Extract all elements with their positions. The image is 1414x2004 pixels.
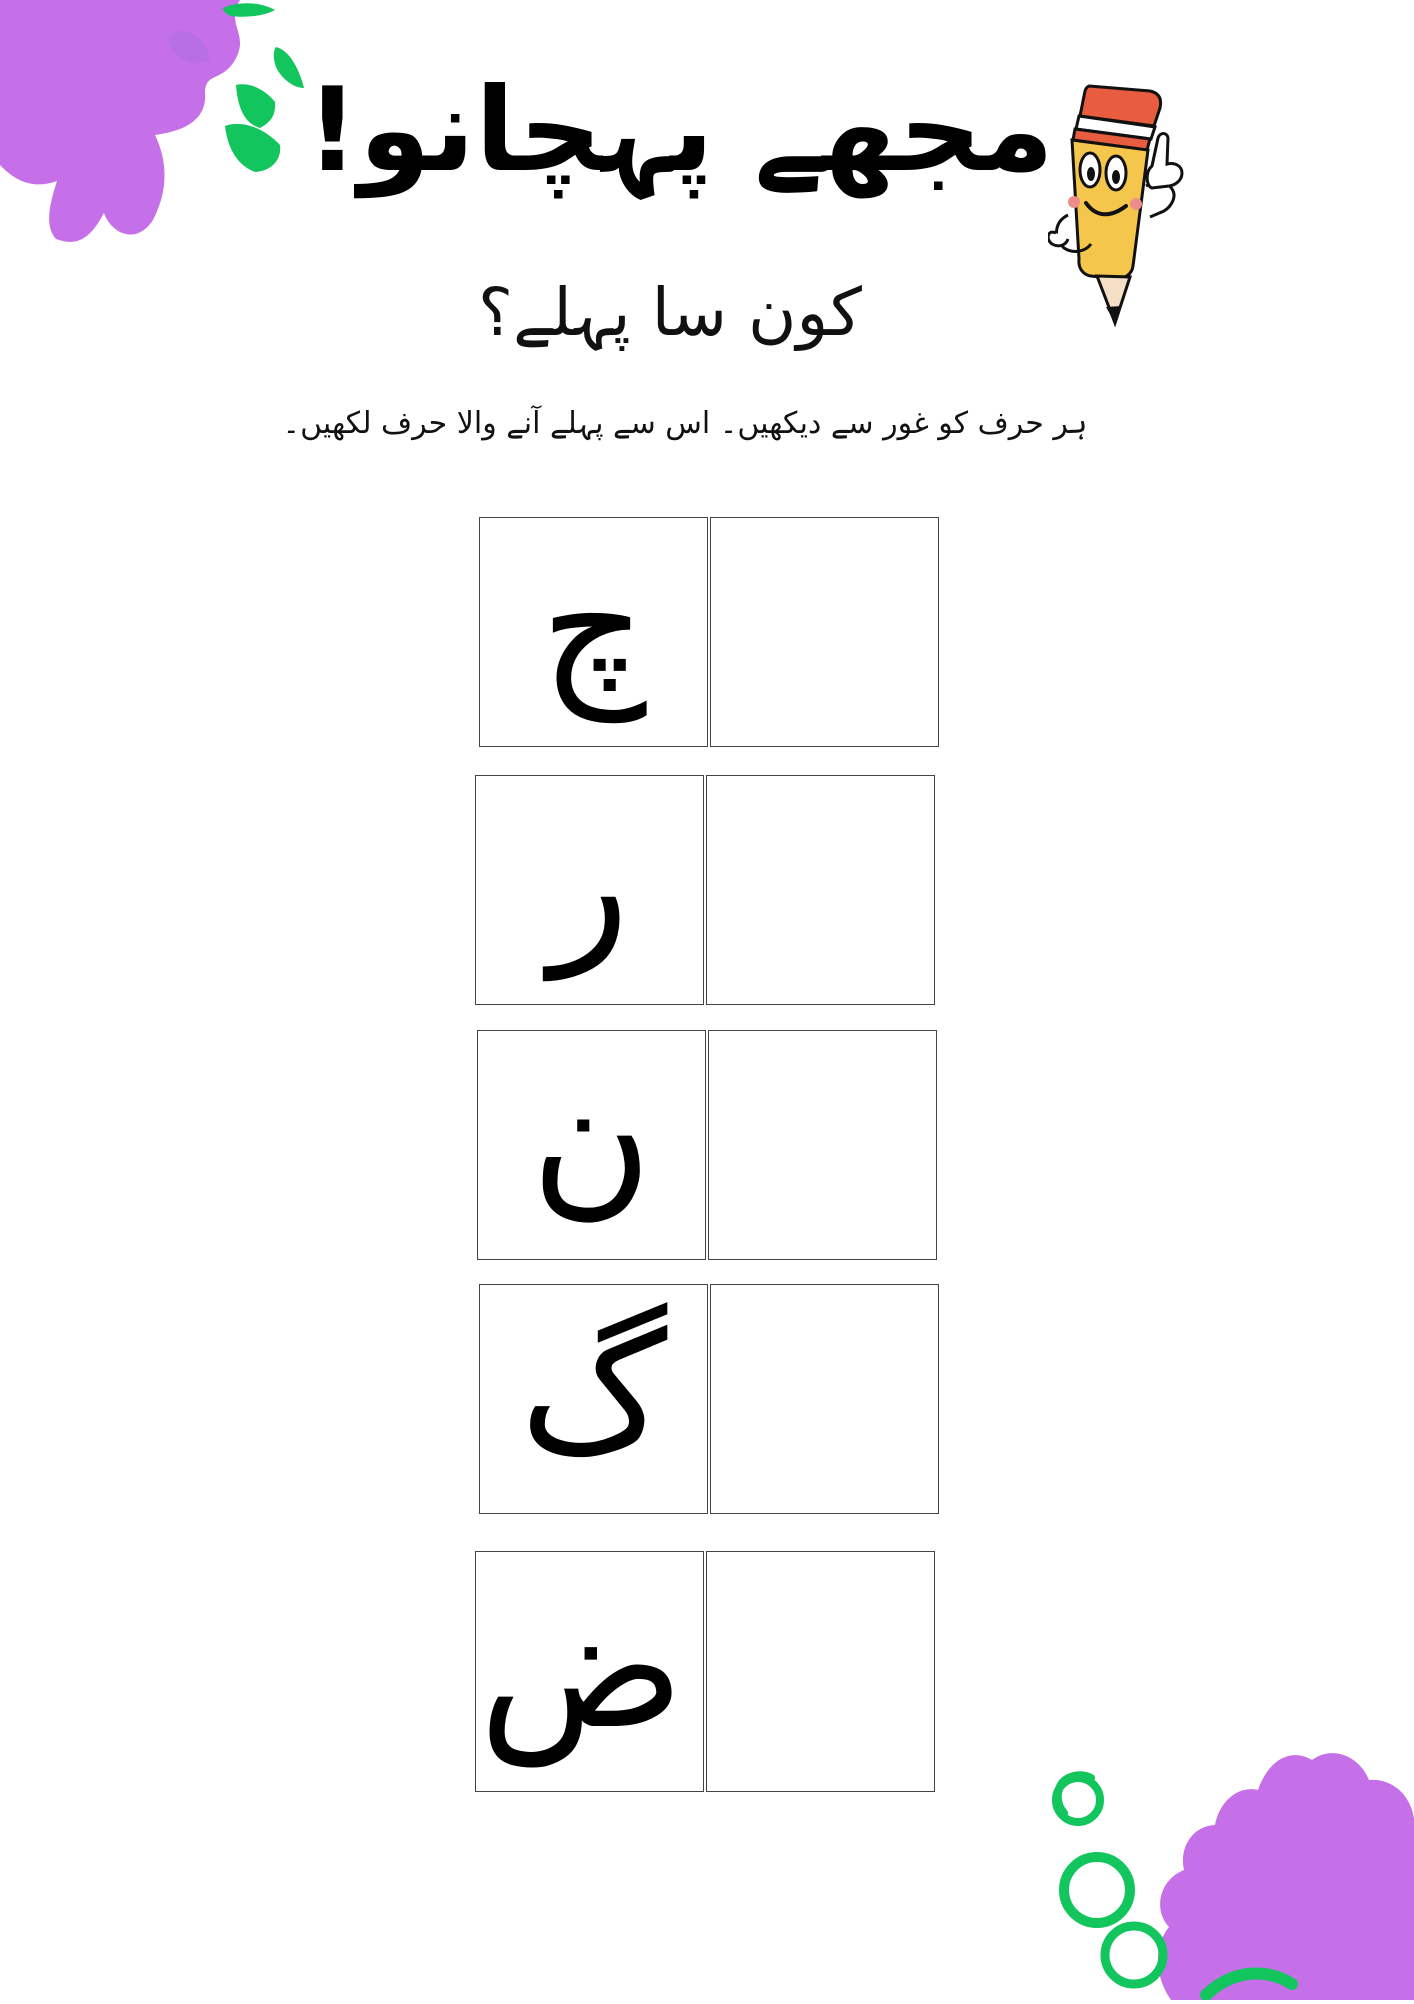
urdu-letter: گ bbox=[519, 1296, 668, 1489]
letter-box bbox=[475, 1551, 704, 1792]
letter-box bbox=[479, 517, 708, 747]
bottom-right-paint-splash-icon bbox=[1044, 1740, 1414, 2000]
letter-box bbox=[475, 775, 704, 1005]
letter-box bbox=[479, 1284, 708, 1514]
worksheet-row bbox=[475, 775, 935, 1005]
answer-box[interactable] bbox=[710, 517, 939, 747]
page-subtitle: کون سا پہلے؟ bbox=[478, 274, 862, 351]
answer-box[interactable] bbox=[710, 1284, 939, 1514]
answer-box[interactable] bbox=[708, 1030, 937, 1260]
worksheet-row bbox=[479, 1284, 939, 1514]
worksheet-row bbox=[475, 1551, 935, 1792]
worksheet-row bbox=[477, 1030, 937, 1260]
pencil-mascot-icon bbox=[1048, 78, 1198, 328]
letter-box bbox=[477, 1030, 706, 1260]
urdu-letter: ن bbox=[530, 1042, 653, 1235]
instruction-text: ہر حرف کو غور سے دیکھیں۔ اس سے پہلے آنے والا حرف لکھیں۔ bbox=[282, 406, 1088, 441]
urdu-letter: چ bbox=[540, 529, 647, 722]
answer-box[interactable] bbox=[706, 1551, 935, 1792]
page-title: مجھے پہچانو! bbox=[305, 63, 1055, 198]
answer-box[interactable] bbox=[706, 775, 935, 1005]
top-left-paint-splash-icon bbox=[0, 0, 330, 260]
letter-worksheet bbox=[470, 513, 950, 1813]
urdu-letter: ض bbox=[478, 1568, 685, 1767]
worksheet-row bbox=[479, 517, 939, 747]
urdu-letter: ر bbox=[549, 787, 630, 980]
